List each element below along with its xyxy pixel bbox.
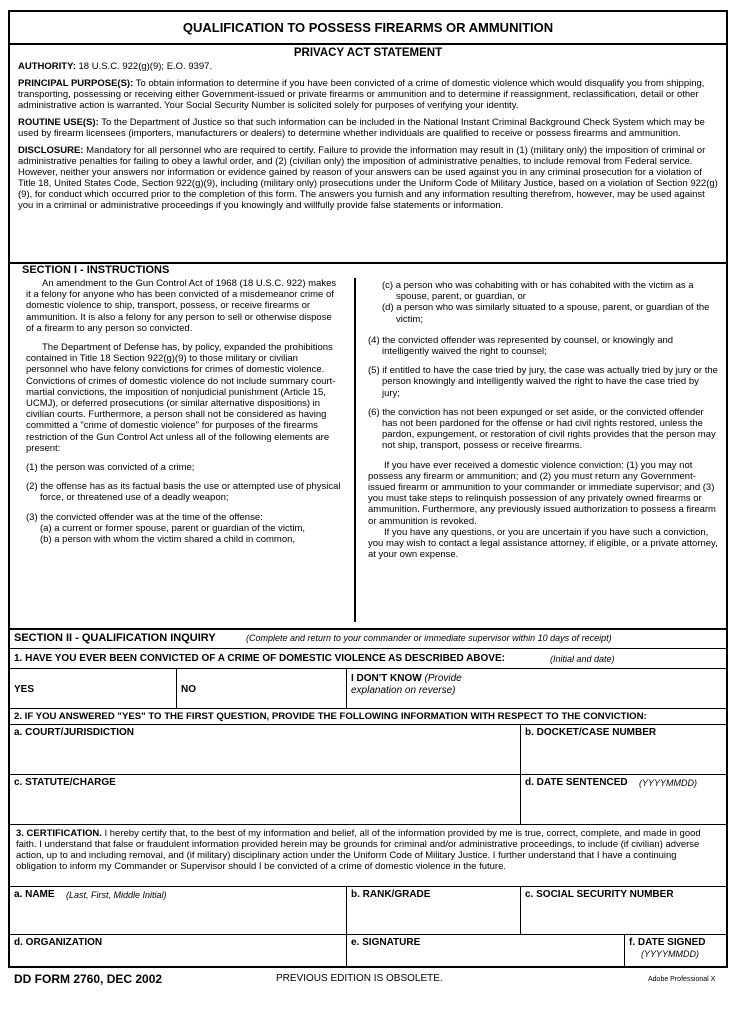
disclosure — [18, 145, 720, 211]
section2-heading: SECTION II - QUALIFICATION INQUIRY — [14, 632, 216, 644]
adobe-note: Adobe Professional X — [648, 976, 716, 983]
q1-answers — [10, 669, 726, 709]
dont-know-note: (Provide explanation on reverse) — [351, 673, 462, 696]
form — [8, 10, 728, 968]
instr-p2: The Department of Defense has, by policy, expanded the prohibitions contained in Title 18 Section 922(g)(9) to those military or civilian personnel who have felony convictions for crimes of domestic violence. Convictions of crimes of domestic violence do not include summary court-martial convictions, the imposition of nonjudicial punishment (Article 15, UCMJ), or deferred prosecutions (or similar alternative dispositions) in civilian courts. Furthermore, a person shall not be considered as having committed a "crime of domestic violence" for purposes of the firearms restriction of the Gun Control Act unless all of the following elements are present: — [26, 342, 336, 454]
question-2 — [10, 709, 726, 725]
dont-know-box[interactable] — [346, 669, 726, 708]
instructions-right-column — [368, 280, 718, 568]
element-3b: (b) a person with whom the victim shared a child in common, — [40, 534, 296, 546]
form-title: QUALIFICATION TO POSSESS FIREARMS OR AMMUNITION — [10, 12, 726, 45]
element-6: (6) the conviction has not been expunged or set aside, or the convicted offender has not been pardoned for the offense or had civil rights restored, unless the pardon, expungement, or restoration of civil rights provides that the person may not ship, transport, possess or receive firearms. — [368, 406, 716, 452]
yes-box[interactable] — [10, 669, 176, 708]
sig-label: e. SIGNATURE — [351, 937, 421, 948]
privacy-act-statement — [10, 45, 726, 264]
date-signed-field[interactable] — [624, 935, 726, 968]
disclosure-label: DISCLOSURE: — [18, 145, 84, 156]
form-id: DD FORM 2760, DEC 2002 — [14, 972, 163, 986]
signer-row-1 — [10, 887, 726, 935]
routine-label: ROUTINE USE(S): — [18, 117, 99, 128]
purpose-text: To obtain information to determine if you have been convicted of a crime of domestic violence which would disqualify you from shipping, transporting, possessing or receiving either Government-issued or private firearms or ammunition and to determine if reassignment, reclassification, detail or other administrative action is warranted. Your Social Security Number is solicited solely for purposes of verifying your identity. — [18, 78, 705, 111]
element-3a: (a) a current or former spouse, parent or guardian of the victim, — [40, 522, 306, 534]
yes-label: YES — [14, 684, 35, 695]
q2-row-cd — [10, 775, 726, 825]
authority — [18, 61, 720, 72]
column-divider — [354, 278, 356, 622]
authority-label: AUTHORITY: — [18, 61, 76, 72]
instr-p4: If you have any questions, or you are uncertain if you have such a conviction, you may wish to contact a legal assistance attorney, if eligible, or a private attorney, at your own expense. — [368, 526, 718, 561]
signer-row-2 — [10, 935, 726, 968]
element-3: (3) the convicted offender was at the time of the offense: — [26, 511, 263, 523]
instr-p3: If you have ever received a domestic violence conviction: (1) you may not possess any firearm or ammunition; and (2) you must return any Government-issued firearm or ammunition to your commander or immediate supervisor; and (3) you must take steps to relinquish possession of any privately owned firearms or ammunition. Furthermore, any previously issued authorization to possess a firearm or ammunition is revoked. — [368, 459, 716, 527]
dont-know-label: I DON'T KNOW — [351, 673, 422, 684]
section2-note: (Complete and return to your commander or immediate supervisor within 10 days of receipt) — [246, 633, 612, 643]
date-signed-label: f. DATE SIGNED — [629, 937, 706, 948]
purpose-label: PRINCIPAL PURPOSE(S): — [18, 78, 134, 89]
date-signed-note: (YYYYMMDD) — [641, 949, 699, 959]
question-1 — [10, 649, 726, 669]
disclosure-text: Mandatory for all personnel who are required to certify. Failure to provide the information may result in (1) (military only) the imposition of criminal or administrative penalties for failing to obey a lawful order, and (2) (civilian only) the imposition of administrative penalties, to include removal from Federal service. However, neither your answers nor information or evidence gained by reason of your answers can be used against you in any criminal prosecution for a violation of Title 18, United States Code, Section 922(g)(9), including (military only) prosecutions under the Uniform Code of Military Justice, based on a violation of Section 922(g)(9), for conduct which occurred prior to the completion of this form. The answers you furnish and any information resulting therefrom, however, may be used against you in a criminal or administrative proceedings if you knowingly and willfully provide false statements or information. — [18, 145, 718, 211]
q2-label: 2. IF YOU ANSWERED "YES" TO THE FIRST QUESTION, PROVIDE THE FOLLOWING INFORMATION WITH RESPECT TO THE CONVICTION: — [14, 711, 647, 722]
organization-field[interactable] — [10, 935, 346, 968]
name-label: a. NAME — [14, 889, 55, 900]
authority-text: 18 U.S.C. 922(g)(9); E.O. 9397. — [78, 61, 213, 72]
court-label: a. COURT/JURISDICTION — [14, 727, 135, 738]
section1-heading: SECTION I - INSTRUCTIONS — [22, 264, 170, 276]
cert-label: 3. CERTIFICATION. — [16, 828, 102, 839]
routine-use — [18, 117, 720, 139]
element-3d: (d) a person who was similarly situated to a spouse, parent, or guardian of the victim; — [382, 302, 710, 325]
name-note: (Last, First, Middle Initial) — [66, 890, 167, 900]
obsolete-notice: PREVIOUS EDITION IS OBSOLETE. — [276, 973, 443, 984]
signature-field[interactable] — [346, 935, 624, 968]
instructions-left-column — [26, 278, 342, 545]
docket-field[interactable] — [520, 725, 726, 774]
no-label: NO — [181, 684, 196, 695]
org-label: d. ORGANIZATION — [14, 937, 103, 948]
statute-field[interactable] — [10, 775, 520, 824]
privacy-heading: PRIVACY ACT STATEMENT — [293, 47, 443, 59]
element-3c: (c) a person who was cohabiting with or has cohabited with the victim as a spouse, parent, or guardian, or — [382, 280, 694, 303]
cert-text: I hereby certify that, to the best of my information and belief, all of the information provided by me is true, correct, complete, and made in good faith. I understand that false or fraudulent information provided herein may be grounds for criminal and/or administrative proceedings, to include (if civilian) adverse action, up to and including removal, and (if military) disciplinary action under the Uniform Code of Military Justice. I further understand that I have a continuing obligation to inform my Commander or Supervisor should I be convicted of a crime of domestic violence in the future. — [16, 828, 701, 872]
q2-row-ab — [10, 725, 726, 775]
date-sentenced-label: d. DATE SENTENCED — [525, 777, 628, 788]
docket-label: b. DOCKET/CASE NUMBER — [525, 727, 657, 738]
element-2: (2) the offense has as its factual basis the use or attempted use of physical force, or threatened use of a deadly weapon; — [26, 481, 341, 504]
routine-text: To the Department of Justice so that such information can be included in the National Instant Criminal Background Check System which may be used by firearm licensees (importers, manufacturers or dealers) to determine whether individuals are qualified to receive or possess firearms and ammunition. — [18, 117, 705, 139]
instr-p1: An amendment to the Gun Control Act of 1968 (18 U.S.C. 922) makes it a felony for anyone who has been convicted of a misdemeanor crime of domestic violence to ship, transport, possess, or receive firearms or ammunition. It is also a felony for any person to sell or otherwise dispose of a firearm to any person so convicted. — [26, 278, 337, 334]
ssn-field[interactable] — [520, 887, 726, 934]
statute-label: c. STATUTE/CHARGE — [14, 777, 116, 788]
certification — [10, 825, 726, 887]
element-4: (4) the convicted offender was represented by counsel, or knowingly and intelligently waived the right to counsel; — [368, 334, 674, 358]
q1-label: 1. HAVE YOU EVER BEEN CONVICTED OF A CRIME OF DOMESTIC VIOLENCE AS DESCRIBED ABOVE: — [14, 653, 505, 664]
ssn-label: c. SOCIAL SECURITY NUMBER — [525, 889, 674, 900]
date-sentenced-field[interactable] — [520, 775, 726, 824]
q1-note: (Initial and date) — [550, 654, 615, 664]
section2-header — [10, 629, 726, 649]
no-box[interactable] — [176, 669, 346, 708]
name-field[interactable] — [10, 887, 346, 934]
rank-field[interactable] — [346, 887, 520, 934]
principal-purpose — [18, 78, 720, 111]
date-sentenced-note: (YYYYMMDD) — [639, 778, 697, 788]
section-instructions — [10, 264, 726, 630]
element-5: (5) if entitled to have the case tried by jury, the case was actually tried by jury or the person knowingly and intelligently waived the right to have the case tried by jury; — [368, 365, 718, 399]
rank-label: b. RANK/GRADE — [351, 889, 431, 900]
element-1: (1) the person was convicted of a crime; — [26, 462, 195, 474]
court-field[interactable] — [10, 725, 520, 774]
